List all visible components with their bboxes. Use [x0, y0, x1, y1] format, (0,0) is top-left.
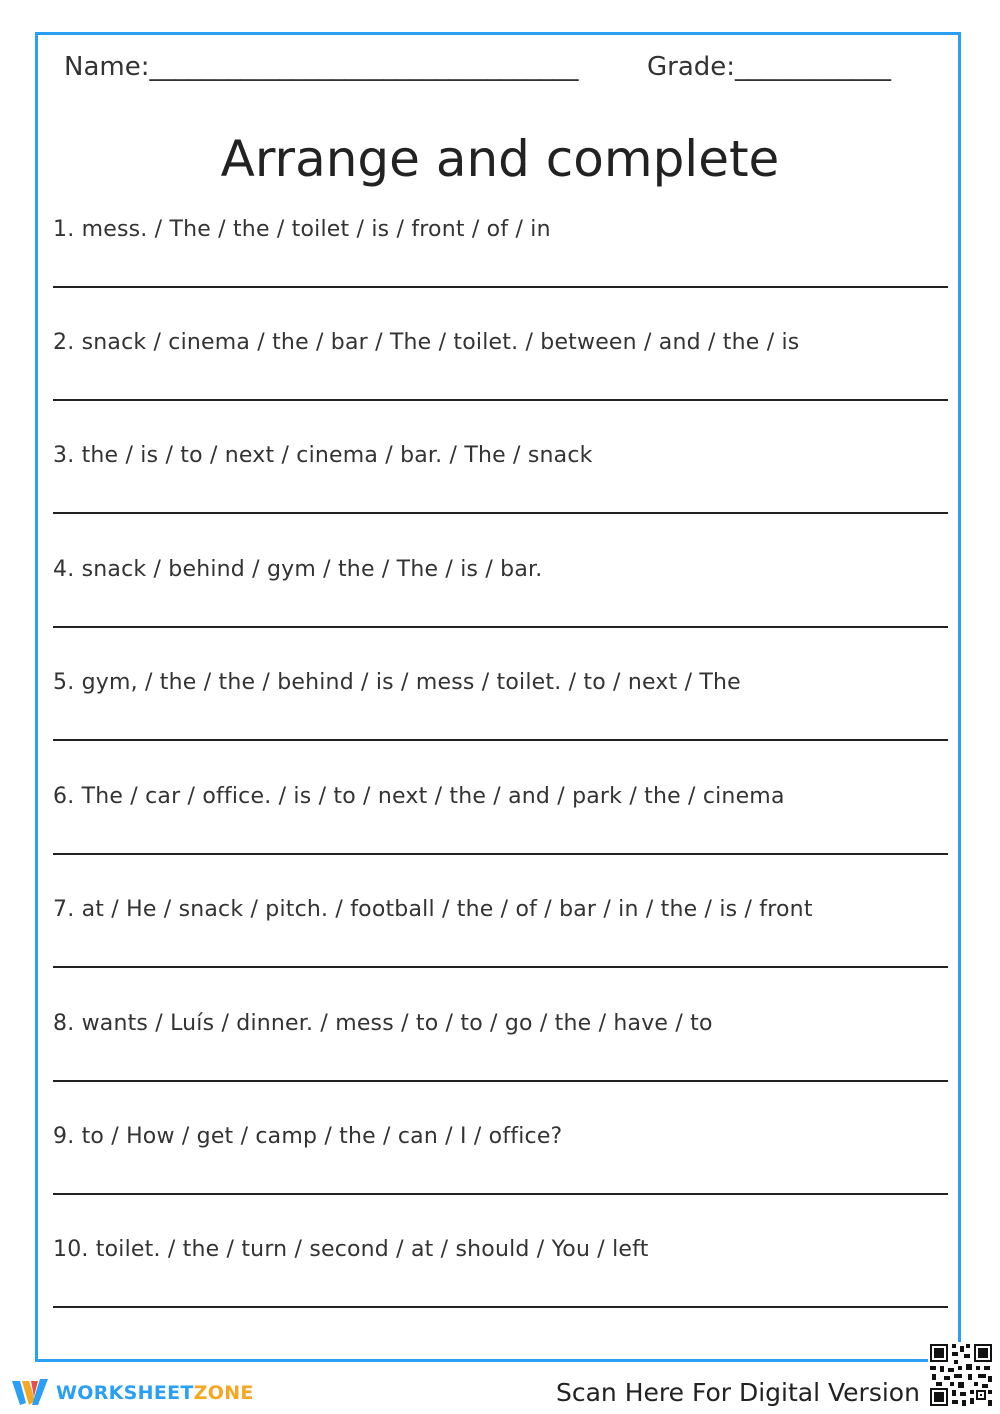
logo-text-worksheet: WORKSHEET	[56, 1382, 194, 1404]
question-prompt: 2. snack / cinema / the / bar / The / toilet. / between / and / the / is	[53, 330, 800, 355]
name-field-label[interactable]: Name:_________________________________	[64, 52, 579, 82]
worksheetzone-logo[interactable]	[10, 1376, 254, 1410]
page-title: Arrange and complete	[220, 130, 780, 188]
answer-line[interactable]	[53, 1193, 948, 1195]
question-item	[53, 443, 948, 556]
answer-line[interactable]	[53, 286, 948, 288]
logo-wordmark	[56, 1382, 254, 1404]
grade-field-label[interactable]: Grade:____________	[647, 52, 892, 82]
question-item	[53, 217, 948, 330]
answer-line[interactable]	[53, 853, 948, 855]
answer-line[interactable]	[53, 399, 948, 401]
question-item	[53, 784, 948, 897]
question-prompt: 3. the / is / to / next / cinema / bar. / The / snack	[53, 443, 593, 468]
question-prompt: 8. wants / Luís / dinner. / mess / to / to / go / the / have / to	[53, 1011, 713, 1036]
question-item	[53, 330, 948, 443]
question-prompt: 1. mess. / The / the / toilet / is / front / of / in	[53, 217, 551, 242]
answer-line[interactable]	[53, 966, 948, 968]
answer-line[interactable]	[53, 1306, 948, 1308]
scan-instruction: Scan Here For Digital Version	[556, 1378, 920, 1407]
qr-code-icon[interactable]	[928, 1342, 994, 1408]
header	[64, 52, 924, 82]
question-item	[53, 1237, 948, 1350]
logo-text-zone: ZONE	[193, 1382, 254, 1404]
worksheetzone-logo-icon	[10, 1377, 50, 1409]
answer-line[interactable]	[53, 1080, 948, 1082]
question-item	[53, 1124, 948, 1237]
question-item	[53, 897, 948, 1010]
question-item	[53, 557, 948, 670]
question-prompt: 4. snack / behind / gym / the / The / is / bar.	[53, 557, 543, 582]
question-prompt: 9. to / How / get / camp / the / can / I / office?	[53, 1124, 563, 1149]
answer-line[interactable]	[53, 739, 948, 741]
question-prompt: 7. at / He / snack / pitch. / football / the / of / bar / in / the / is / front	[53, 897, 813, 922]
question-item	[53, 1011, 948, 1124]
question-prompt: 5. gym, / the / the / behind / is / mess / toilet. / to / next / The	[53, 670, 741, 695]
question-prompt: 6. The / car / office. / is / to / next / the / and / park / the / cinema	[53, 784, 785, 809]
answer-line[interactable]	[53, 512, 948, 514]
answer-line[interactable]	[53, 626, 948, 628]
question-prompt: 10. toilet. / the / turn / second / at / should / You / left	[53, 1237, 649, 1262]
question-item	[53, 670, 948, 783]
